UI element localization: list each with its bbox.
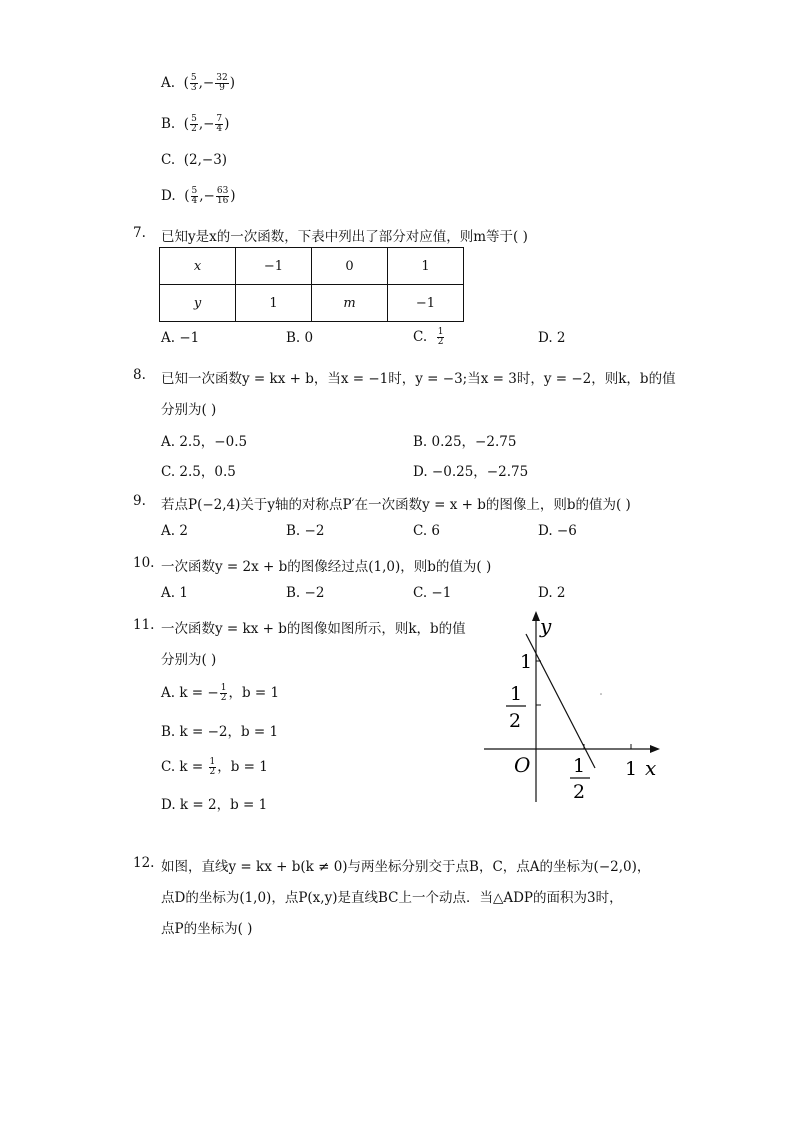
q9-option-a: A. 2 [161,523,188,539]
q7-option-a: A. −1 [161,330,200,346]
q11-option-d: D. k = 2，b = 1 [161,797,268,813]
q9-number: 9. [133,493,146,509]
x-tick-1-label: 1 [625,758,638,780]
fraction: $\frac{1}{2}$ [209,757,216,777]
q6-option-b: B. ( $\frac{5}{2}$ ,− $\frac{7}{4}$ ) [161,114,230,134]
q7-option-d: D. 2 [538,330,566,346]
y-tick-half-den: 2 [509,710,522,732]
q8-option-b: B. 0.25，−2.75 [413,434,517,450]
q11-option-c: C. k = $\frac{1}{2}$ ，b = 1 [161,757,268,777]
q7-table [159,247,464,322]
q11-number: 11. [133,617,155,633]
x-axis-label: x [645,756,657,780]
option-label: B. [161,116,176,132]
y-tick-1-label: 1 [520,651,533,673]
table-cell: m [312,285,388,322]
x-tick-half-den: 2 [573,781,586,803]
table-cell: −1 [236,248,312,285]
option-label: D. [161,188,176,204]
x-axis-arrow [650,745,660,753]
q11-option-a: A. k = − $\frac{1}{2}$ ，b = 1 [161,683,280,703]
q6-option-a: A. ( $\frac{5}{3}$ ,− $\frac{32}{9}$ ) [161,73,235,93]
q8-stem-line2: 分别为( ) [161,402,217,418]
y-axis-label: y [540,614,552,638]
q10-stem: 一次函数y = 2x + b的图像经过点(1,0)，则b的值为( ) [161,559,492,575]
table-cell: x [160,248,236,285]
q6-option-d: D. ( $\frac{5}{4}$ ,− $\frac{63}{16}$ ) [161,186,236,206]
q11-stem-line1: 一次函数y = kx + b的图像如图所示，则k，b的值 [161,621,466,637]
fraction: $\frac{5}{3}$ [190,73,197,93]
q8-stem-line1: 已知一次函数y = kx + b，当x = −1时，y = −3;当x = 3时，y = −2，则k，b的值 [161,371,676,387]
q7-option-b: B. 0 [286,330,314,346]
fraction: $\frac{1}{2}$ [220,683,227,703]
table-cell: −1 [388,285,464,322]
q7-number: 7. [133,225,146,241]
q10-option-b: B. −2 [286,585,325,601]
table-row [160,285,464,322]
table-row [160,248,464,285]
fraction: $\frac{5}{2}$ [191,114,197,134]
q8-option-a: A. 2.5，−0.5 [161,434,248,450]
q9-stem: 若点P(−2,4)关于y轴的对称点P′在一次函数y = x + b的图像上，则b的值为( ) [161,497,631,513]
q12-line3: 点P的坐标为( ) [161,921,253,937]
option-text: (2,−3) [183,152,228,168]
q8-number: 8. [133,367,146,383]
fraction: $\frac{63}{16}$ [216,186,229,206]
q10-number: 10. [133,555,155,571]
q9-option-c: C. 6 [413,523,441,539]
q12-line2: 点D的坐标为(1,0)，点P(x,y)是直线BC上一个动点．当△ADP的面积为3时， [161,890,623,906]
x-tick-half-num: 1 [573,755,586,777]
table-cell: y [160,285,236,322]
q11-stem-line2: 分别为( ) [161,652,217,668]
q8-option-c: C. 2.5，0.5 [161,464,236,480]
fraction: $\frac{32}{9}$ [216,73,228,93]
table-cell: 1 [236,285,312,322]
q9-option-b: B. −2 [286,523,325,539]
option-label: C. [161,152,176,168]
option-label: A. [161,75,176,91]
table-cell: 1 [388,248,464,285]
fraction: $\frac{5}{4}$ [191,186,198,206]
q12-line1: 如图，直线y = kx + b(k ≠ 0)与两坐标分别交于点B，C，点A的坐标为(−2,0)， [161,859,651,875]
y-tick-half-num: 1 [510,683,523,705]
q11-graph [478,608,668,808]
q8-option-d: D. −0.25，−2.75 [413,464,529,480]
fraction: $\frac{1}{2}$ [437,327,444,347]
q7-stem: 已知y是x的一次函数，下表中列出了部分对应值，则m等于( ) [161,229,528,245]
q10-option-c: C. −1 [413,585,452,601]
q12-number: 12. [133,855,155,871]
q9-option-d: D. −6 [538,523,577,539]
q10-option-a: A. 1 [161,585,188,601]
q11-option-b: B. k = −2，b = 1 [161,724,279,740]
origin-label: O [514,753,531,777]
q7-option-c: C. $\frac{1}{2}$ [413,327,444,347]
table-cell: 0 [312,248,388,285]
y-axis-arrow [532,611,540,621]
q6-option-c [161,152,227,168]
q10-option-d: D. 2 [538,585,566,601]
fraction: $\frac{7}{4}$ [216,114,223,134]
